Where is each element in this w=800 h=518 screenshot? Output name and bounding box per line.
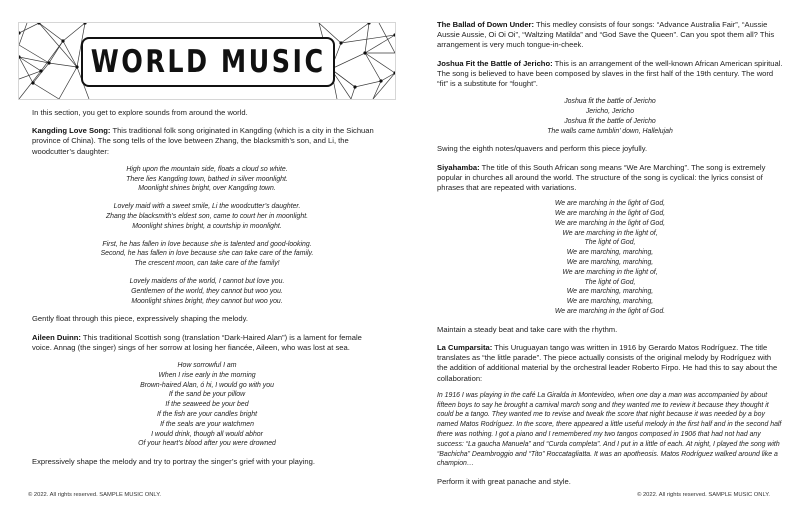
kangding-stanza xyxy=(32,165,382,194)
lyric-line: We are marching in the light of God, xyxy=(554,219,666,227)
copyright-footer: © 2022. All rights reserved. SAMPLE MUSIC ONLY. xyxy=(28,492,161,498)
lyric-line: We are marching, marching, xyxy=(566,288,654,296)
lyric-line: I would drink, though all would abhor xyxy=(151,430,263,438)
aileen-lyrics xyxy=(32,361,382,449)
lyric-line: We are marching in the light of, xyxy=(562,229,658,237)
lyric-line: If the seaweed be your bed xyxy=(165,401,249,409)
joshua-lyrics xyxy=(437,97,783,136)
lyric-line: Of your heart’s blood after you were drowned xyxy=(138,440,276,448)
siyahamba-lyrics xyxy=(437,199,783,317)
kangding-stanza xyxy=(32,277,382,306)
kangding-description xyxy=(32,126,382,157)
lyric-line: If the sand be your pillow xyxy=(168,391,246,399)
lyric-line: When I rise early in the morning xyxy=(158,371,256,379)
joshua-description xyxy=(437,59,783,90)
siyahamba-text: The title of this South African song means “We Are Marching”. The song is extremely popular in churches all around the world. The structure of the song is cyclical: the lyrics consist of phrases that are repeated with variations. xyxy=(437,162,766,193)
lyric-line: Moonlight shines bright, they cannot but woo you. xyxy=(131,297,283,305)
aileen-heading: Aileen Duinn: xyxy=(32,332,81,342)
lyric-line: High upon the mountain side, floats a cloud so white. xyxy=(126,165,288,173)
lyric-line: The light of God, xyxy=(584,278,636,286)
lyric-line: We are marching, marching, xyxy=(566,298,654,306)
cumparsita-text: This Uruguayan tango was written in 1916 by Gerardo Matos Rodríguez. The title translates as “the little parade”. The piece actually consists of the original melody by Rodríguez with the addition of additional material by the orchestral leader Roberto Firpo. He had this to say about the collaboration: xyxy=(437,342,778,383)
aileen-instruction: Expressively shape the melody and try to portray the singer’s grief with your playing. xyxy=(32,457,315,467)
lyric-line: We are marching, marching, xyxy=(566,259,654,266)
joshua-heading: Joshua Fit the Battle of Jericho: xyxy=(437,58,553,68)
lyric-line: Lovely maid with a sweet smile, Li the woodcutter’s daughter. xyxy=(113,203,301,211)
cumparsita-description xyxy=(437,343,783,384)
lyric-line: Moonlight shines bright, over Kangding town. xyxy=(138,185,276,193)
kangding-text: This traditional folk song originated in Kangding (which is a city in the Sichuan province of China). The song tells of the love between Zhang, the blacksmith’s son, and Li, the woodcutter’s daughter: xyxy=(32,126,374,156)
joshua-text: This is an arrangement of the well-known African American spiritual. The song is believed to have been composed by slaves in the first half of the 19th century. The word “fit” is a substitute for “fought”. xyxy=(437,58,783,89)
cumparsita-instruction: Perform it with great panache and style. xyxy=(437,477,571,487)
right-page xyxy=(400,0,800,518)
copyright-footer: © 2022. All rights reserved. SAMPLE MUSIC ONLY. xyxy=(637,492,770,498)
lyric-line: Joshua fit the battle of Jericho xyxy=(564,98,656,106)
lyric-line: If the fish are your candles bright xyxy=(157,410,257,418)
lyric-line: First, he has fallen in love because she is talented and good-looking. xyxy=(102,240,312,248)
kangding-heading: Kangding Love Song: xyxy=(32,126,111,136)
ballad-heading: The Ballad of Down Under: xyxy=(437,20,535,29)
lyric-line: Lovely maidens of the world, I cannot but love you. xyxy=(129,277,285,285)
lyric-line: The light of God, xyxy=(584,239,636,247)
right-column xyxy=(437,20,783,487)
lyric-line: We are marching in the light of God, xyxy=(554,210,666,218)
firpo-quote: In 1916 I was playing in the café La Giralda in Montevideo, when one day a man was accompanied by about fifteen boys to say he brought a carnival march song and they wanted me to review it because they thought it could be a tango. They wanted me to revise and tweak the score that night because it was needed by a boy named Matos Rodríguez. In the score, there appeared a little useful melody in the first half and in the second half there was nothing. I got a piano and I remembered my two tangos composed in 1906 that had not had any success: “La gaucha Manuela” and “Curda completa”. And I put in a little of each. At night, I played the song with “Bachicha” Deambroggio and “Tito” Roccatagliatta. It was an apotheosis. Matos Rodríguez walked around like a champion… xyxy=(437,391,782,468)
kangding-instruction: Gently float through this piece, expressively shaping the melody. xyxy=(32,314,248,324)
lyric-line: The walls came tumblin’ down, Hallelujah xyxy=(547,127,673,135)
lyric-line: Gentlemen of the world, they cannot but woo you. xyxy=(131,287,283,295)
title-box xyxy=(81,37,335,87)
joshua-instruction: Swing the eighth notes/quavers and perform this piece joyfully. xyxy=(437,144,648,154)
siyahamba-instruction: Maintain a steady beat and take care with the rhythm. xyxy=(437,324,618,334)
lyric-line: How sorrowful I am xyxy=(177,361,237,369)
lyric-line: Zhang the blacksmith’s eldest son, came to court her in moonlight. xyxy=(105,213,309,220)
left-column xyxy=(32,108,382,467)
lyric-line: Moonlight shines bright, a courtship in moonlight. xyxy=(132,222,282,230)
kangding-stanza xyxy=(32,202,382,231)
lyric-line: If the seals are your watchmen xyxy=(160,420,254,428)
siyahamba-heading: Siyahamba: xyxy=(437,162,480,172)
intro-text: In this section, you get to explore sounds from around the world. xyxy=(32,108,248,117)
cumparsita-heading: La Cumparsita: xyxy=(437,342,493,352)
ballad-text: This medley consists of four songs: “Advance Australia Fair”, “Aussie Aussie Aussie, Oi Oi Oi”, “Waltzing Matilda” and “God Save the Queen”. Can you spot them all? This arrangement is very much tongue-in-cheek. xyxy=(437,20,775,50)
lyric-line: There lies Kangding town, bathed in silver moonlight. xyxy=(126,175,288,183)
page-title: WORLD MUSIC xyxy=(90,44,326,80)
world-music-banner xyxy=(18,22,396,100)
lyric-line: We are marching in the light of, xyxy=(562,268,658,276)
lyric-line: Joshua fit the battle of Jericho xyxy=(564,117,656,125)
lyric-line: We are marching in the light of God. xyxy=(554,307,666,315)
lyric-line: Jericho, Jericho xyxy=(585,108,635,116)
aileen-description xyxy=(32,333,382,353)
kangding-stanza xyxy=(32,240,382,269)
lyric-line: The crescent moon, can take care of the family! xyxy=(134,260,280,268)
lyric-line: We are marching in the light of God, xyxy=(554,200,666,208)
lyric-line: We are marching, marching, xyxy=(566,249,654,257)
aileen-text: This traditional Scottish song (translation “Dark-Haired Alan”) is a lament for female voice. Annag (the singer) sings of her sorrow at losing her fiancée, Aileen, who was lost at sea. xyxy=(32,332,362,352)
lyric-line: Brown-haired Alan, ó hi, I would go with you xyxy=(140,381,274,389)
siyahamba-description xyxy=(437,163,783,194)
ballad-description xyxy=(437,20,783,51)
lyric-line: Second, he has fallen in love because she can take care of the family. xyxy=(100,250,314,258)
